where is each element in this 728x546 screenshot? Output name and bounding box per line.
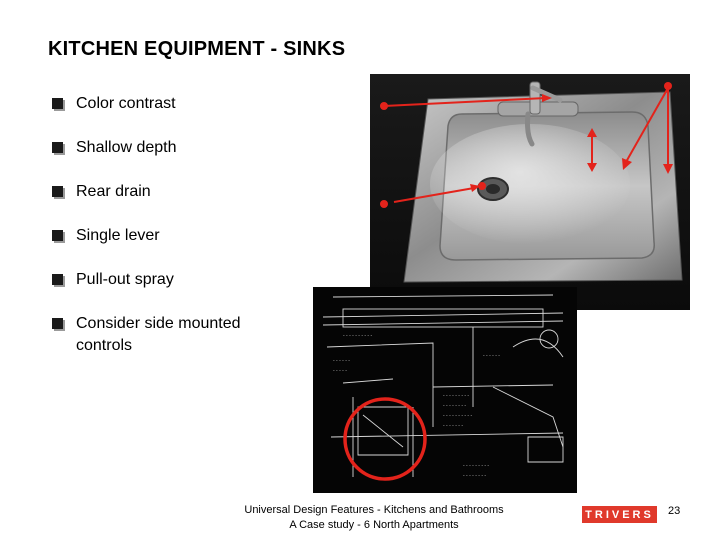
bullet-text-continued: controls: [76, 337, 133, 354]
svg-text:- - - - - - - -: - - - - - - - -: [443, 403, 467, 409]
svg-text:- - - - - - - - - -: - - - - - - - - - -: [343, 333, 373, 339]
bullet-checkbox-icon: [52, 230, 63, 241]
bullet-text: Pull-out spray: [76, 271, 174, 288]
trivers-logo: TRIVERS: [582, 506, 657, 523]
bullet-checkbox-icon: [52, 318, 63, 329]
bullet-checkbox-icon: [52, 274, 63, 285]
bullet-single-lever: [50, 225, 310, 247]
bullet-checkbox-icon: [52, 98, 63, 109]
bullet-pull-out-spray: [50, 269, 310, 291]
bullet-side-mounted-controls: [50, 313, 310, 357]
bullet-text: Rear drain: [76, 183, 151, 200]
bullet-text: Color contrast: [76, 95, 176, 112]
footer-line-2: A Case study - 6 North Apartments: [289, 519, 459, 531]
footer-caption: [224, 503, 524, 533]
svg-text:- - - - -: - - - - -: [333, 368, 347, 374]
bullet-color-contrast: [50, 93, 310, 115]
svg-text:- - - - - -: - - - - - -: [333, 358, 350, 364]
sink-photo: [370, 74, 690, 310]
bullet-list: [50, 93, 310, 357]
svg-text:- - - - - - - -: - - - - - - - -: [463, 473, 487, 479]
svg-text:- - - - - -: - - - - - -: [483, 353, 500, 359]
bullet-text: Shallow depth: [76, 139, 177, 156]
bullet-text: Consider side mounted: [76, 315, 241, 332]
bullet-checkbox-icon: [52, 186, 63, 197]
svg-text:- - - - - - - - - -: - - - - - - - - - -: [443, 413, 473, 419]
bullet-checkbox-icon: [52, 142, 63, 153]
svg-text:- - - - - - - - -: - - - - - - - - -: [443, 393, 470, 399]
svg-text:- - - - - - - - -: - - - - - - - - -: [463, 463, 490, 469]
slide-title: KITCHEN EQUIPMENT - SINKS: [48, 38, 346, 60]
footer-line-1: Universal Design Features - Kitchens and Bathrooms: [244, 504, 504, 516]
sink-sketch: [313, 287, 577, 493]
bullet-shallow-depth: [50, 137, 310, 159]
page-number: 23: [668, 505, 681, 517]
bullet-text: Single lever: [76, 227, 160, 244]
bullet-rear-drain: [50, 181, 310, 203]
svg-text:- - - - - - -: - - - - - - -: [443, 423, 463, 429]
